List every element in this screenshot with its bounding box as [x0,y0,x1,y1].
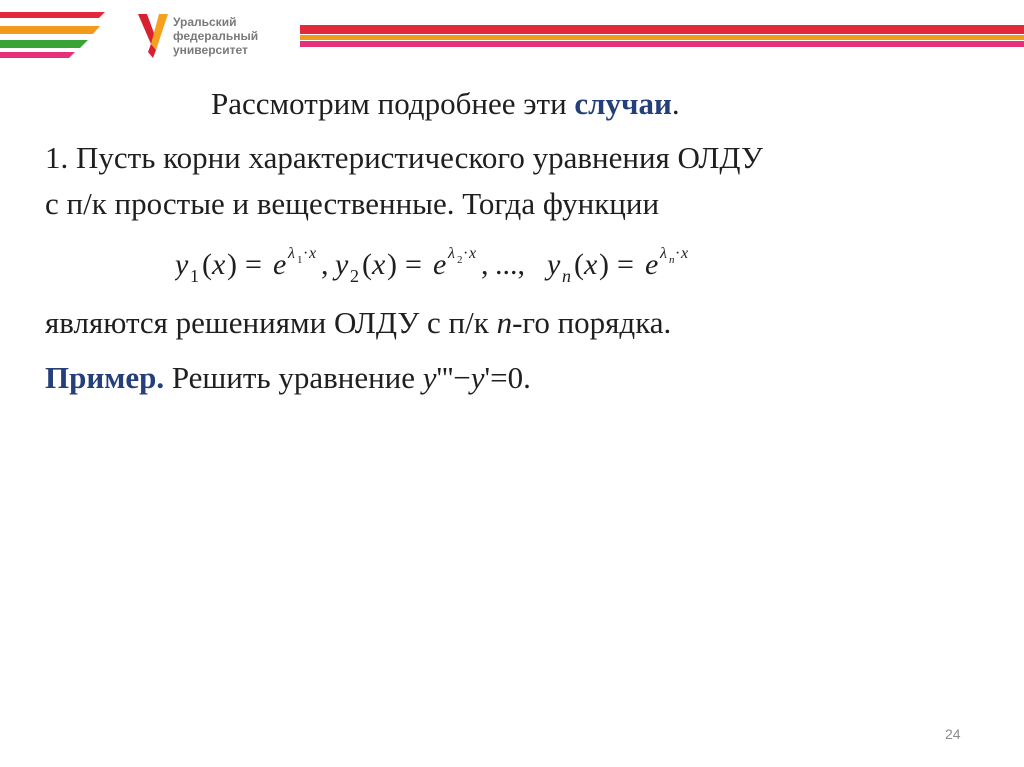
paragraph-1-line-2: с п/к простые и вещественные. Тогда функции [45,186,660,221]
formula-y2: y [335,248,349,281]
paragraph-2-var: n [496,305,513,340]
formula-lambda-n: λ [660,245,667,262]
formula-ellipsis: ..., [495,248,525,281]
formula-x-1: x [212,248,226,281]
formula-yn: y [547,248,561,281]
logo-line-1: Уральский [173,15,237,29]
formula-dot-1: · [303,245,309,262]
formula-e-1: e [273,248,287,281]
formula-comma-1: , [321,248,329,281]
formula-comma-2: , [481,248,489,281]
formula-exp-x-n: x [681,245,689,262]
example-eq-y1: y [422,360,437,395]
formula-sub-1: 1 [190,266,199,286]
formula-dot-2: · [463,245,469,262]
logo-wordmark [173,15,293,57]
solutions-formula [175,242,795,288]
example-eq-y2: y [470,360,485,395]
example-eq-mid: '''− [436,360,471,395]
formula-eq-2: = [405,248,422,281]
formula-lambda-sub-2: 2 [457,254,463,266]
ural-university-logo-icon [138,14,168,58]
example-line [45,360,531,396]
formula-eq-n: = [617,248,634,281]
formula-exp-x-2: x [469,245,477,262]
formula-exp-x-1: x [309,245,317,262]
formula-e-n: e [645,248,659,281]
formula-lambda-1: λ [288,245,295,262]
formula-open-2: ( [362,248,372,281]
stripes-left-decoration [0,12,115,60]
paragraph-2-prefix: являются решениями ОЛДУ с п/к [45,305,497,340]
slide-heading [211,86,680,122]
formula-dot-n: · [675,245,681,262]
formula-lambda-sub-n: n [669,254,675,266]
formula-x-n: x [584,248,598,281]
header-banner [0,0,1024,70]
formula-lambda-2: λ [448,245,455,262]
heading-suffix: . [671,86,680,121]
formula-e-2: e [433,248,447,281]
example-eq-end: '=0. [484,360,531,395]
formula-lambda-sub-1: 1 [297,254,303,266]
formula-open-1: ( [202,248,212,281]
formula-close-2: ) [387,248,397,281]
formula-y1: y [175,248,189,281]
formula-eq-1: = [245,248,262,281]
logo-line-3: университет [173,43,248,57]
page-number: 24 [945,726,961,742]
stripes-right-decoration [300,21,1024,51]
heading-accent: случаи [574,86,672,121]
formula-open-n: ( [574,248,584,281]
formula-sub-2: 2 [350,266,359,286]
formula-close-n: ) [599,248,609,281]
paragraph-2-suffix: -го порядка. [512,305,672,340]
paragraph-1-line-1: 1. Пусть корни характеристического уравнения ОЛДУ [45,140,763,175]
example-text: Решить уравнение [164,360,423,395]
formula-close-1: ) [227,248,237,281]
formula-x-2: x [372,248,386,281]
example-label: Пример. [45,360,165,395]
paragraph-2 [45,305,671,341]
heading-prefix: Рассмотрим подробнее эти [211,86,575,121]
formula-sub-n: n [562,266,571,286]
logo-line-2: федеральный [173,29,259,43]
